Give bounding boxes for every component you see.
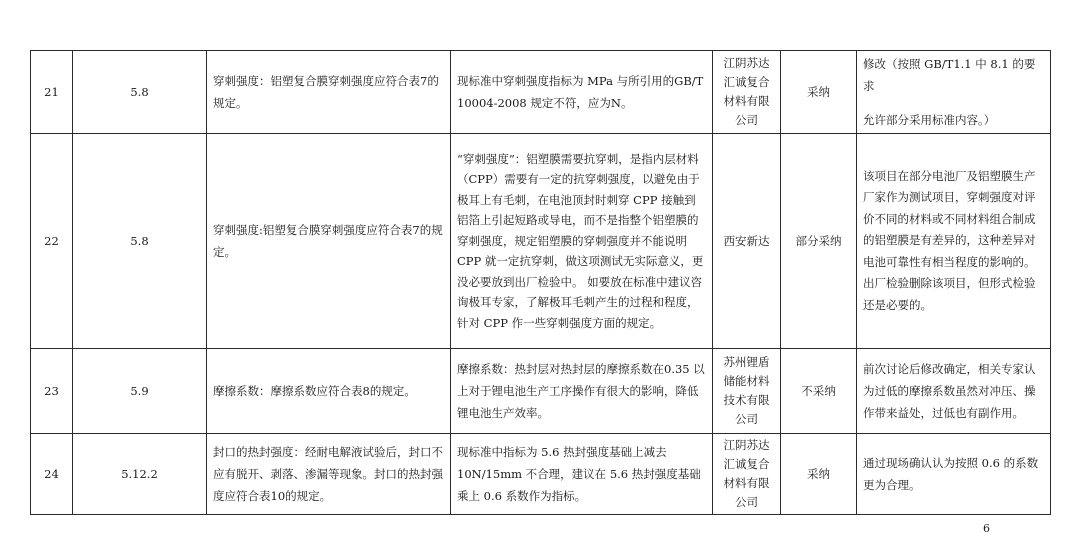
handling-result: 部分采纳: [781, 134, 857, 349]
handling-note: 通过现场确认认为按照 0.6 的系数更为合理。: [857, 434, 1051, 515]
submitting-unit: 江阴苏达汇诚复合材料有限公司: [713, 434, 781, 515]
comment-reason: 现标准中指标为 5.6 热封强度基础上减去10N/15mm 不合理，建议在 5.6 热封强度基础乘上 0.6 系数作为指标。: [451, 434, 713, 515]
table-row: [31, 434, 1051, 515]
clause-number: 5.9: [73, 349, 207, 434]
clause-content: 穿刺强度：铝塑复合膜穿刺强度应符合表7的规定。: [207, 51, 451, 134]
comment-reason: 摩擦系数：热封层对热封层的摩擦系数在0.35 以上对于锂电池生产工序操作有很大的影响，降低锂电池生产效率。: [451, 349, 713, 434]
table-row: [31, 134, 1051, 349]
page-number: 6: [983, 522, 990, 535]
submitting-unit: 西安新达: [713, 134, 781, 349]
comment-reason: 现标准中穿刺强度指标为 MPa 与所引用的GB/T 10004-2008 规定不符，应为N。: [451, 51, 713, 134]
table-row: [31, 51, 1051, 134]
table-row: [31, 349, 1051, 434]
row-number: 22: [31, 134, 73, 349]
comments-table: [30, 50, 1051, 515]
clause-content: 封口的热封强度：经耐电解液试验后，封口不应有脱开、剥落、渗漏等现象。封口的热封强度应符合表10的规定。: [207, 434, 451, 515]
handling-note: 前次讨论后修改确定，相关专家认为过低的摩擦系数虽然对冲压、操作带来益处，过低也有副作用。: [857, 349, 1051, 434]
submitting-unit: 苏州锂盾储能材料技术有限公司: [713, 349, 781, 434]
handling-note: [857, 51, 1051, 134]
row-number: 21: [31, 51, 73, 134]
row-number: 23: [31, 349, 73, 434]
handling-note-line: 允许部分采用标准内容。）: [863, 113, 996, 127]
clause-content: 摩擦系数：摩擦系数应符合表8的规定。: [207, 349, 451, 434]
comment-reason: “穿刺强度”：铝塑膜需要抗穿刺，是指内层材料（CPP）需要有一定的抗穿刺强度，以避免由于极耳上有毛刺，在电池顶封时刺穿 CPP 接触到铝箔上引起短路或导电，而不是指整个铝塑膜的穿刺强度，规定铝塑膜的穿刺强度并不能说明 CPP 就一定抗穿刺，做这项测试无实际意义，更没必要放到出厂检验中。 如要放在标准中建议咨询极耳专家，了解极耳毛刺产生的过程和程度，针对 CPP 作一些穿刺强度方面的规定。: [451, 134, 713, 349]
row-number: 24: [31, 434, 73, 515]
clause-number: 5.12.2: [73, 434, 207, 515]
handling-result: 采纳: [781, 434, 857, 515]
clause-number: 5.8: [73, 51, 207, 134]
handling-result: 不采纳: [781, 349, 857, 434]
handling-note-line: 修改（按照 GB/T1.1 中 8.1 的要求: [863, 57, 1036, 93]
handling-result: 采纳: [781, 51, 857, 134]
clause-content: 穿刺强度:铝塑复合膜穿刺强度应符合表7的规定。: [207, 134, 451, 349]
handling-note: 该项目在部分电池厂及铝塑膜生产厂家作为测试项目，穿刺强度对评价不同的材料或不同材料组合制成的铝塑膜是有差异的，这种差异对电池可靠性有相当程度的影响的。出厂检验删除该项目，但形式检验还是必要的。: [857, 134, 1051, 349]
clause-number: 5.8: [73, 134, 207, 349]
submitting-unit: 江阴苏达汇诚复合材料有限公司: [713, 51, 781, 134]
